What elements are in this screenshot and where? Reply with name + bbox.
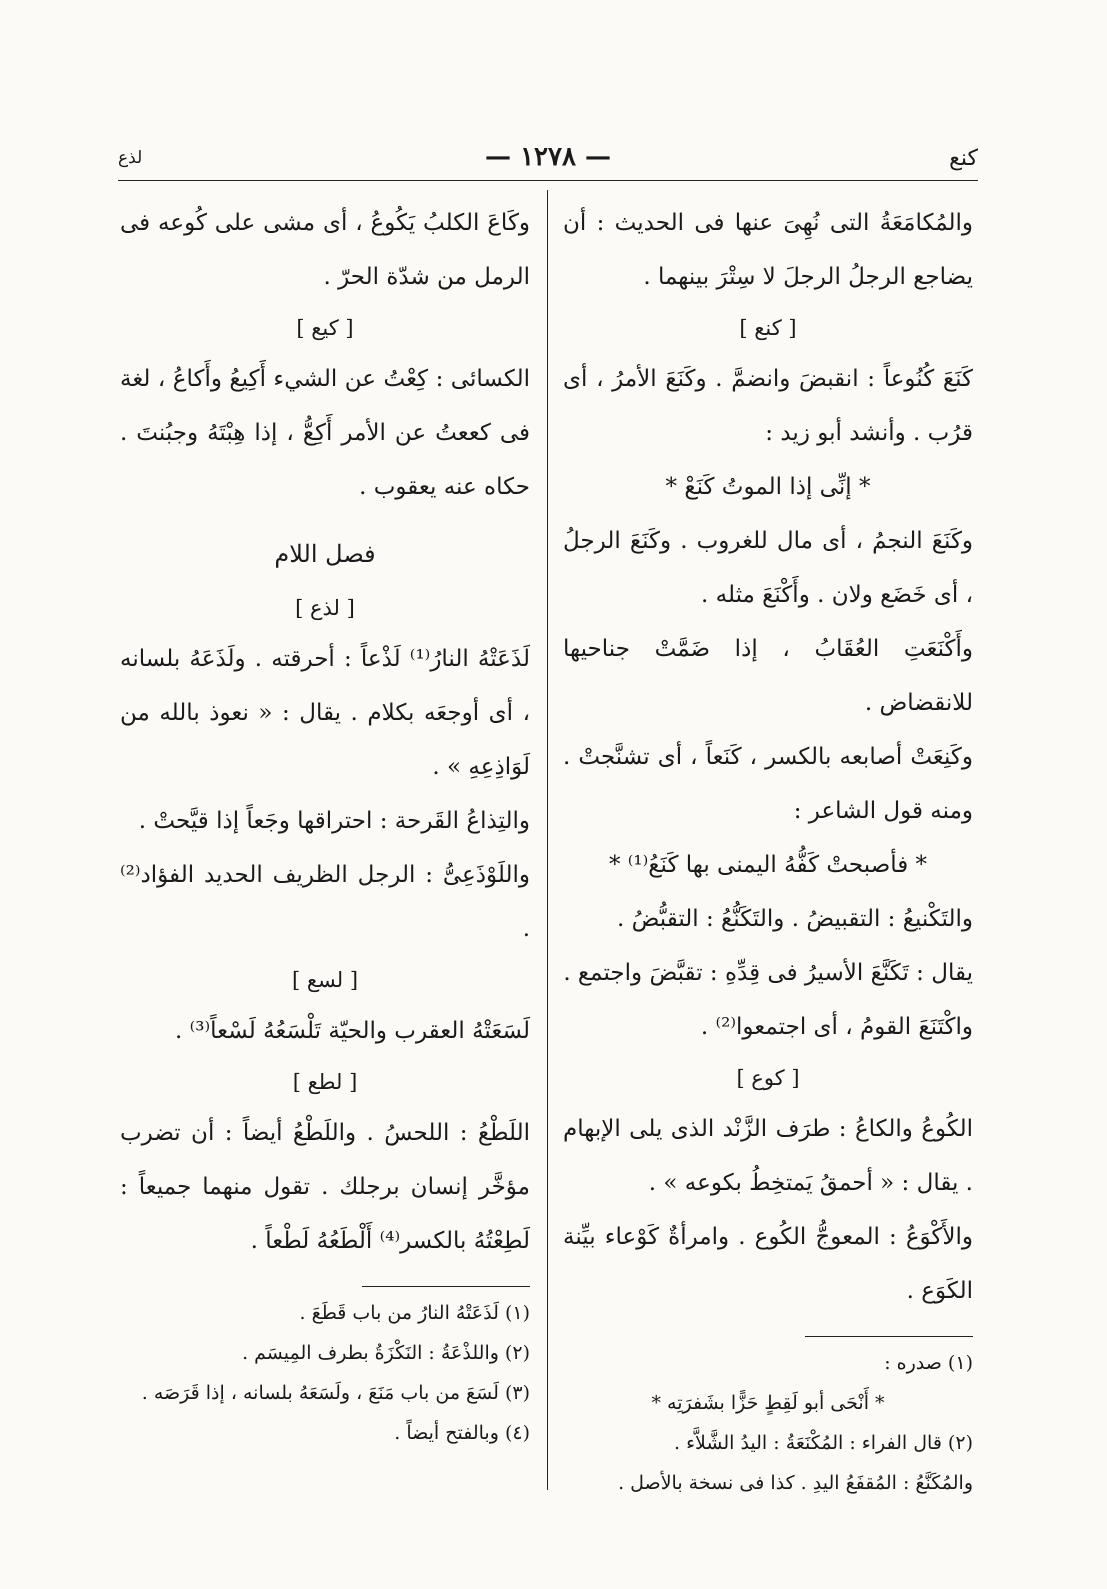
paragraph: لَسَعَتْهُ العقرب والحيّة تَلْسَعُهُ لَسْعاً⁽³⁾ . — [175, 1018, 530, 1044]
paragraph: والتَكْنيعُ : التقبيضُ . والتَكَنُّعُ : التقبُّضُ . — [616, 906, 973, 932]
paragraph: يقال : تَكَنَّعَ الأسيرُ فى قِدِّهِ : تقبَّضَ واجتمع . — [563, 960, 973, 986]
page-header — [118, 138, 978, 178]
column-divider — [547, 190, 548, 1490]
right-column — [563, 196, 973, 1503]
paragraph: الكُوعُ والكاعُ : طرَف الزَّنْد الذى يلى الإبهام . يقال : « أحمقُ يَمتخِطُ بكوعه » . — [563, 1116, 973, 1196]
paragraph: والمُكامَعَةُ التى نُهِىَ عنها فى الحديث : أن يضاجع الرجلُ الرجلَ لا سِتْرَ بينهما . — [563, 210, 973, 290]
section-heading: فصل اللام — [274, 540, 376, 568]
footnote: (٢) واللذْعَةُ : النَكْزَةُ بطرف المِيسَم . — [242, 1342, 530, 1364]
paragraph: وكَنِعَتْ أصابعه بالكسر ، كَنَعاً ، أى تشنَّجتْ . ومنه قول الشاعر : — [563, 744, 973, 824]
paragraph: والتِذاعُ القَرحة : احتراقها وجَعاً إذا قيَّحتْ . — [138, 808, 530, 834]
paragraph: الكسائى : كِعْتُ عن الشيء أَكِيعُ وأَكاعُ ، لغة فى كععتُ عن الأمر أَكِعُّ ، إذا هِبْتَهُ وجبُنتَ . حكاه عنه يعقوب . — [120, 366, 530, 500]
footnote: (١) صدره : — [884, 1352, 973, 1374]
left-column — [120, 196, 530, 1453]
entry-heading-ls3: [ لسع ] — [291, 968, 359, 992]
paragraph: اللَطْعُ : اللحسُ . واللَطْعُ أيضاً : أن تضرب مؤخَّر إنسان برجلك . تقول منهما جميعاً : لَطِعْتُهُ بالكسر⁽⁴⁾ أَلْطَعُهُ لَطْعاً . — [120, 1120, 530, 1254]
header-right-word: كنع — [949, 146, 978, 171]
footnote: (٤) وبالفتح أيضاً . — [394, 1422, 530, 1444]
entry-heading-lt3: [ لطع ] — [292, 1070, 358, 1094]
paragraph: واللَوْذَعِىُّ : الرجل الظريف الحديد الفؤاد⁽²⁾ . — [120, 862, 530, 942]
entry-heading-ldh3: [ لذع ] — [295, 596, 355, 620]
paragraph: وكَاعَ الكلبُ يَكُوعُ ، أى مشى على كُوعه فى الرمل من شدّة الحرّ . — [120, 210, 530, 290]
footnote-rule — [805, 1336, 973, 1337]
footnote: (٢) قال الفراء : المُكْنَعَةُ : اليدُ الشَّلاَّء . — [674, 1432, 973, 1454]
header-rule — [118, 180, 978, 181]
entry-heading-ky3: [ كيع ] — [296, 316, 354, 340]
header-left-word: لذع — [118, 148, 143, 168]
paragraph: واكْتَنَعَ القومُ ، أى اجتمعوا⁽²⁾ . — [700, 1014, 973, 1040]
footnote: (٣) لَسَعَ من باب مَنَعَ ، ولَسَعَهُ بلسانه ، إذا قَرَصَه . — [141, 1382, 530, 1404]
paragraph: وكَنَعَ النجمُ ، أى مال للغروب . وكَنَعَ الرجلُ ، أى خَضَع ولان . وأَكْنَعَ مثله . — [563, 528, 973, 608]
entry-heading-kw3: [ كوع ] — [736, 1066, 800, 1090]
footnote: (١) لَذَعَتْهُ النارُ من باب قَطَعَ . — [299, 1302, 530, 1324]
verse-line: * إنِّى إذا الموتُ كَنَعْ * — [665, 474, 871, 500]
paragraph: والأَكْوَعُ : المعوجُّ الكُوع . وامرأةٌ كَوْعاء بيِّنة الكَوَع . — [563, 1224, 973, 1304]
footnote-rule — [362, 1286, 530, 1287]
paragraph: لَذَعَتْهُ النارُ⁽¹⁾ لَذْعاً : أحرقته . ولَذَعَهُ بلسانه ، أى أوجعَه بكلام . يقال : « نعوذ بالله من لَوَاذِعِهِ » . — [120, 646, 530, 780]
paragraph: كَنَعَ كُنُوعاً : انقبضَ وانضمَّ . وكَنَعَ الأمرُ ، أى قرُب . وأنشد أبو زيد : — [563, 366, 973, 446]
entry-heading-kn3: [ كنع ] — [739, 316, 797, 340]
page-number: — ١٢٧٨ — — [485, 142, 611, 172]
paragraph: وأَكْنَعَتِ العُقَابُ ، إذا ضَمَّتْ جناحيها للانقضاض . — [563, 636, 973, 716]
footnote: والمُكَنَّعُ : المُقفَعُ اليدِ . كذا فى نسخة بالأصل . — [618, 1472, 973, 1494]
footnote-verse: * أَنْحَى أبو لَقِطٍ حَزًّا بشَفرَتِه * — [651, 1392, 885, 1414]
verse-line: * فأصبحتْ كَفُّهُ اليمنى بها كَنَعُ⁽¹⁾ * — [608, 852, 928, 878]
